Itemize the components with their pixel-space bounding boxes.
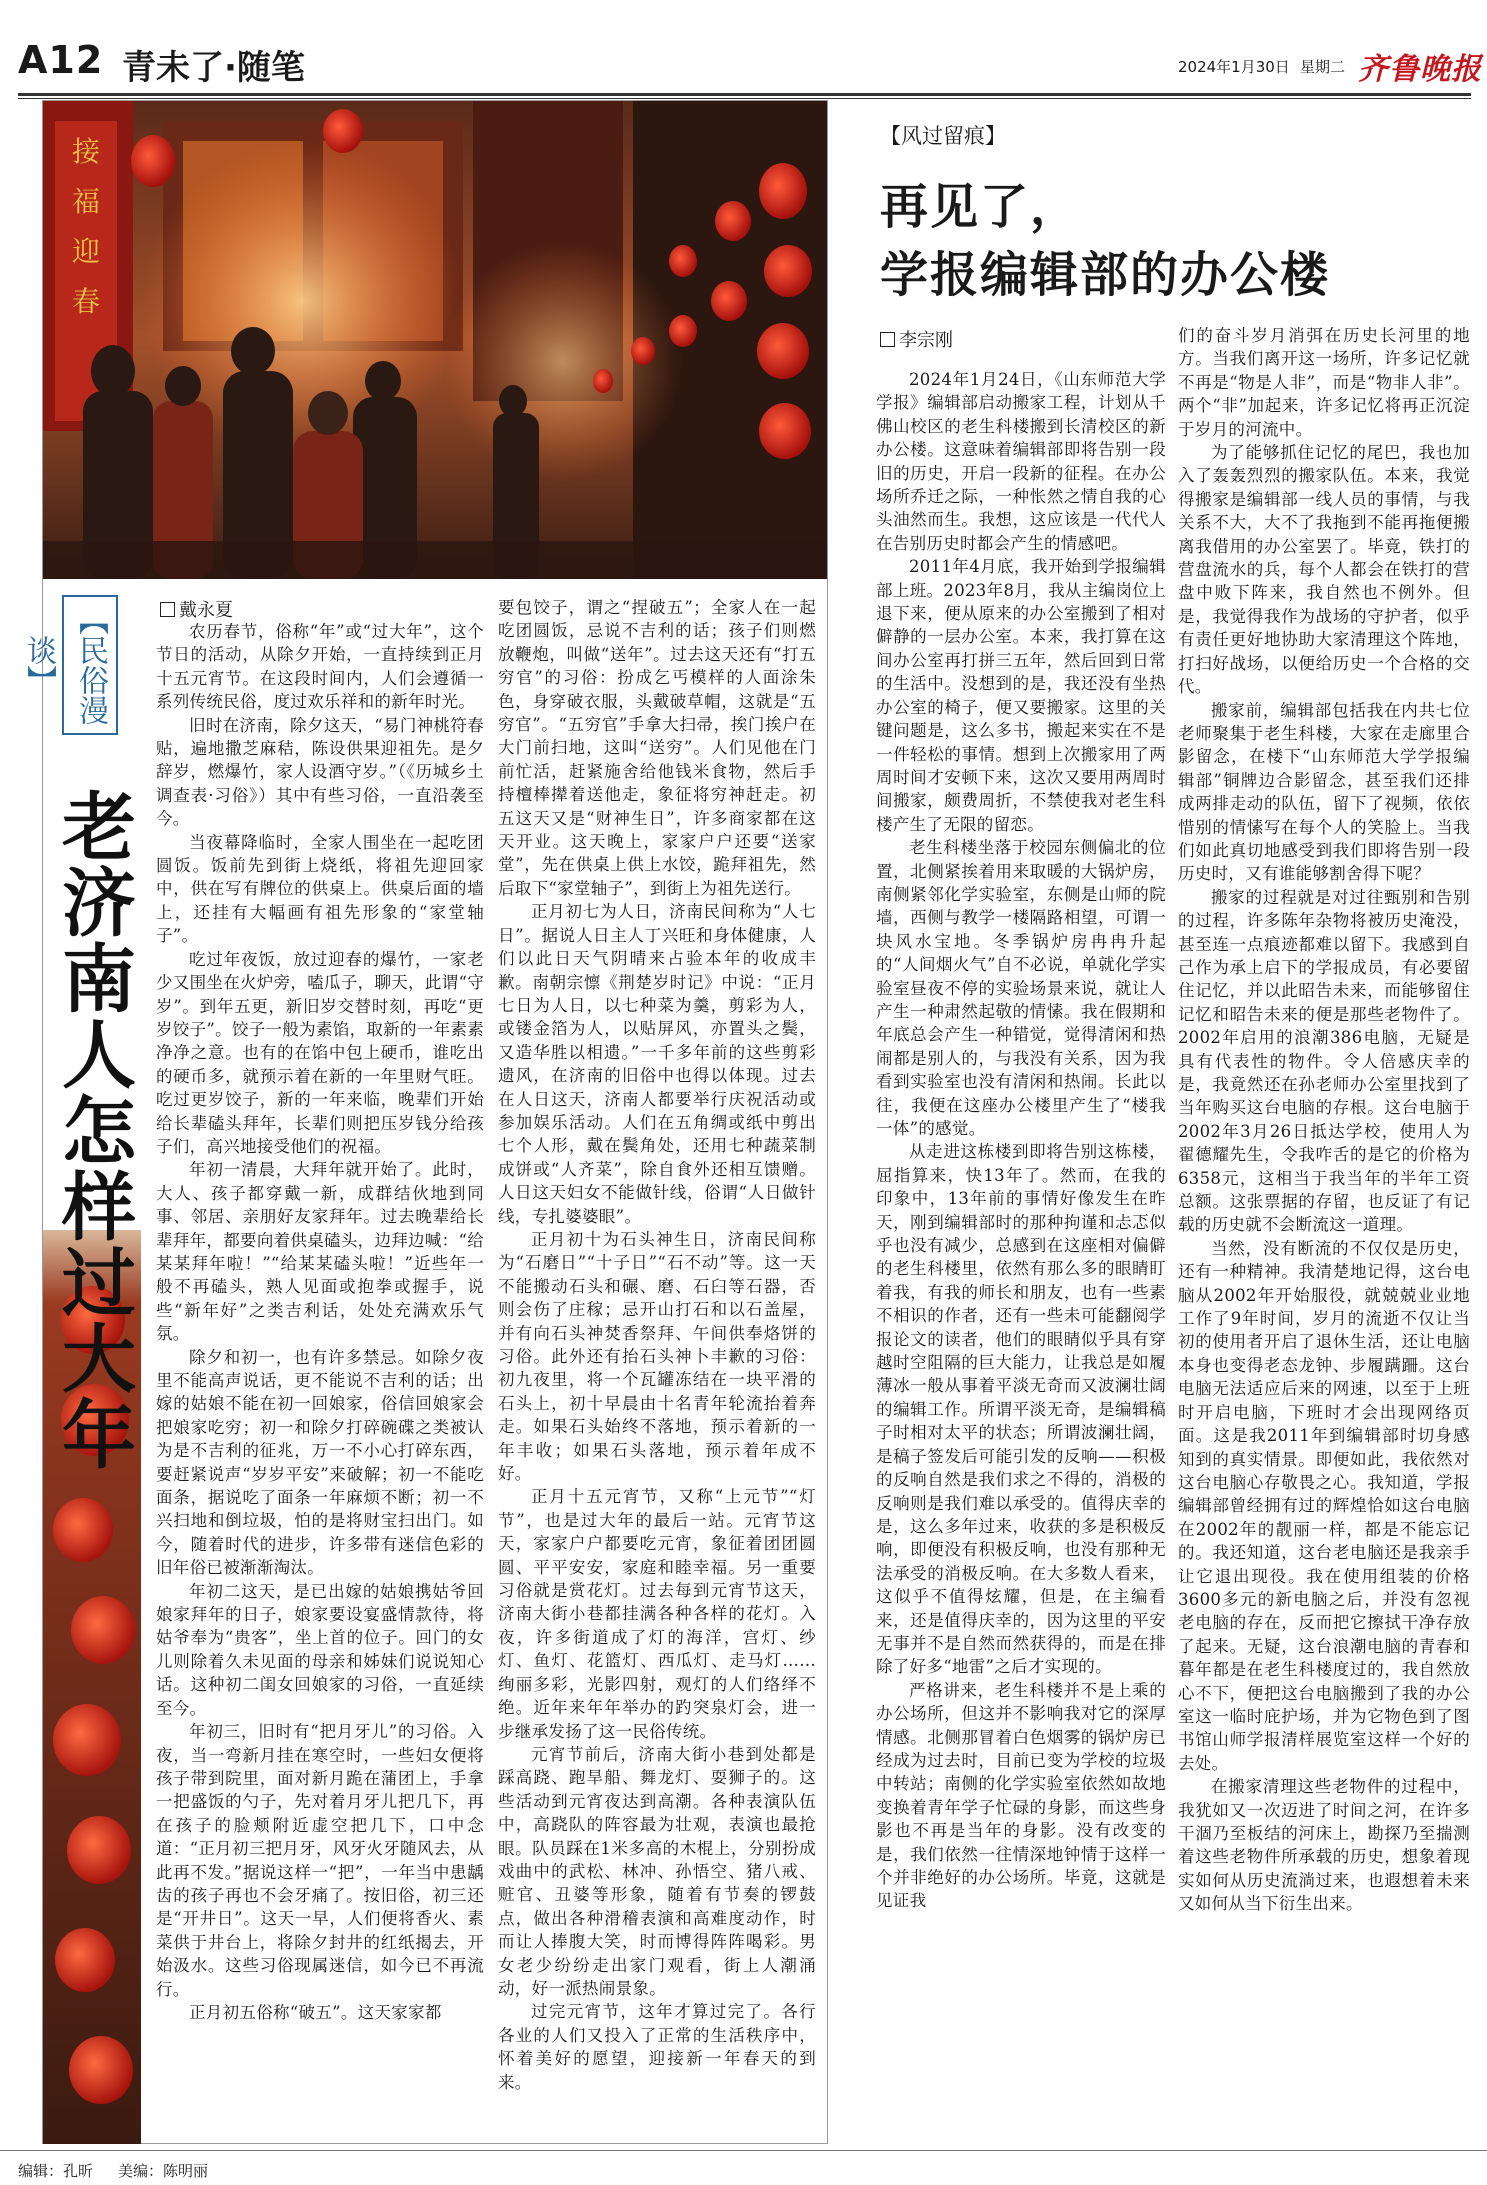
paragraph: 年初三，旧时有“把月牙儿”的习俗。入夜，当一弯新月挂在寒空时，一些妇女便将孩子带到院里，面对新月跪在蒲团上，手拿一把盛饭的勺子，先对着月牙儿把几下，再在孩子的脸颊附近虚空把几下，口中念道：“正月初三把月牙，风牙火牙随风去，从此再不发。”据说这样一“把”，一年当中患龋齿的孩子再也不会牙痛了。按旧俗，初三还是“开井日”。这天一早，人们便将香火、素菜供于井台上，将除夕封井的红纸揭去，开始汲水。这些习俗现属迷信，如今已不再流行。 [156,1722,484,1999]
header-rule [18,93,1471,96]
footer-rule [0,2150,1487,2151]
paragraph: 年初一清晨，大拜年就开始了。此时，大人、孩子都穿戴一新，成群结伙地到同事、邻居、亲朋好友家拜年。过去晚辈给长辈拜年，都要向着供桌磕头，边拜边喊：“给某某拜年啦！”“给某某磕头啦！”近些年一般不再磕头，熟人见面或抱拳或握手，说些“新年好”之类吉利话，处处充满欢乐气氛。 [156,1160,484,1344]
paragraph: 2024年1月24日，《山东师范大学学报》编辑部启动搬家工程，计划从千佛山校区的老生科楼搬到长清校区的新办公楼。这意味着编辑部即将告别一段旧的历史，开启一段新的征程。在办公场所乔迁之际，一种怅然之情自我的心头油然而生。我想，这应该是一代代人在告别历史时都会产生的情感吧。 [876,370,1166,553]
right-article-title-line-2: 学报编辑部的办公楼 [880,247,1331,303]
right-byline: 李宗刚 [880,326,953,352]
svg-text:接: 接 [71,135,101,168]
issue-weekday: 星期二 [1300,58,1346,76]
left-article-column-2 [498,596,816,2140]
paragraph: 当然，没有断流的不仅仅是历史，还有一种精神。我清楚地记得，这台电脑从2002年开始服役，就兢兢业业地工作了9年时间，岁月的流逝不仅让当初的使用者开启了退休生活，还让电脑本身也变得老态龙钟、步履蹒跚。这台电脑无法适应后来的网速，以至于上班时开启电脑，下班时才会出现网络页面。这是我2011年到编辑部时切身感知到的真实情景。即便如此，我依然对这台电脑心存敬畏之心。我知道，学报编辑部曾经拥有过的辉煌恰如这台电脑在2002年的靓丽一样，都是不能忘记的。我还知道，这台老电脑还是我亲手让它退出现役。我在使用组装的价格3600多元的新电脑之后，并没有忽视老电脑的存在，反而把它擦拭干净存放了起来。无疑，这台浪潮电脑的青春和暮年都是在老生科楼度过的，我自然放心不下，便把这台电脑搬到了我的办公室这一临时庇护场，并为它物色到了图书馆山师学报清样展览室这样一个好的去处。 [1178,1238,1470,1773]
footer-art-editor: 美编：陈明丽 [118,2162,209,2180]
paragraph: 过完元宵节，这年才算过完了。各行各业的人们又投入了正常的生活秩序中，怀着美好的愿望，迎接新一年春天的到来。 [498,2002,816,2092]
paragraph: 正月初十为石头神生日，济南民间称为“石磨日”“十子日”“石不动”等。这一天不能搬动石头和碾、磨、石臼等石器，否则会伤了庄稼；忌开山打石和以石盖屋，并有向石头神焚香祭拜、午间供奉烙饼的习俗。此外还有抬石头神卜丰歉的习俗：初九夜里，将一个瓦罐冻结在一块平滑的石头上，初十早晨由十名青年轮流抬着奔走。如果石头始终不落地，预示着新的一年丰收；如果石头落地，预示着年成不好。 [498,1229,816,1484]
right-article-title-line-1: 再见了， [880,179,1081,235]
right-article-column-2 [1178,324,1470,2144]
svg-text:春: 春 [71,285,101,318]
left-article-column-1 [156,620,484,2140]
page-number: A12 [18,38,104,82]
paragraph: 们的奋斗岁月消弭在历史长河里的地方。当我们离开这一场所，许多记忆就不再是“物是人非”，而是“物非人非”。两个“非”加起来，许多记忆将再正沉淀于岁月的河流中。 [1178,326,1470,439]
paragraph: 正月初七为人日，济南民间称为“人七日”。据说人日主人丁兴旺和身体健康，人们以此日天气阴晴来占验本年的收成丰歉。南朝宗懔《荆楚岁时记》中说：“正月七日为人日，以七种菜为羹，剪彩为人，或镂金箔为人，以贴屏风，亦置头之鬓，又造华胜以相遗。”一千多年前的这些剪彩遗风，在济南的旧俗中也得以体现。过去在人日这天，济南人都要举行庆祝活动或参加娱乐活动。人们在五角绸或纸中剪出七个人形，戴在鬓角处，还用七种蔬菜制成饼或“人齐菜”，除自食外还相互馈赠。人日这天妇女不能做针线，俗谓“人日做针线，专扎婆婆眼”。 [498,902,816,1226]
paragraph: 在搬家清理这些老物件的过程中，我犹如又一次迈进了时间之河，在许多干涸乃至板结的河床上，勘探乃至揣测着这些老物件所承载的历史，想象着现实如何从历史流淌过来，也遐想着未来又如何从当下衍生出来。 [1178,1777,1470,1914]
paragraph: 旧时在济南，除夕这天，“易门神桃符春贴，遍地撒芝麻秸，陈设供果迎祖先。是夕辞岁，燃爆竹，家人设酒守岁。”（《历城乡土调查表·习俗》）其中有些习俗，一直沿袭至今。 [156,715,484,829]
paragraph: 元宵节前后，济南大街小巷到处都是踩高跷、跑旱船、舞龙灯、耍狮子的。这些活动到元宵夜达到高潮。各种表演队伍中，高跷队的阵容最为壮观，表演也最抢眼。队员踩在1米多高的木棍上，分别扮成戏曲中的武松、林冲、孙悟空、猪八戒、赃官、丑婆等形象，随着有节奏的锣鼓点，做出各种滑稽表演和高难度动作，时而让人捧腹大笑，时而博得阵阵喝彩。男女老少纷纷走出家门观看，街上人潮涌动，好一派热闹景象。 [498,1744,816,1998]
paragraph: 除夕和初一，也有许多禁忌。如除夕夜里不能高声说话，更不能说不吉利的话；出嫁的姑娘不能在初一回娘家，俗信回娘家会把娘家吃穷；初一和除夕打碎碗碟之类被认为是不吉利的征兆，万一不小心打碎东西，要赶紧说声“岁岁平安”来破解；初一不能吃面条，据说吃了面条一年麻烦不断；初一不兴扫地和倒垃圾，怕的是将财宝扫出门。如今，随着时代的进步，许多带有迷信色彩的旧年俗已被渐渐淘汰。 [156,1347,484,1578]
right-article-column-1 [876,368,1166,2144]
paragraph: 为了能够抓住记忆的尾巴，我也加入了轰轰烈烈的搬家队伍。本来，我觉得搬家是编辑部一线人员的事情，与我关系不大，大不了我拖到不能再拖便搬离我借用的办公室罢了。毕竟，铁打的营盘流水的兵，每个人都会在铁打的营盘中败下阵来，我自然也不例外。但是，我觉得我作为战场的守护者，似乎有责任更好地协助大家清理这个阵地，打扫好战场，以便给历史一个合格的交代。 [1178,443,1470,697]
paragraph: 从走进这栋楼到即将告别这栋楼，屈指算来，快13年了。然而，在我的印象中，13年前的事情好像发生在昨天，刚到编辑部时的那种拘谨和忐忑似乎也没有减少，总感到在这座相对偏僻的老生科楼里，依然有那么多的眼睛盯着我，有我的师长和朋友，也有一些素不相识的作者，还有一些未可能翻阅学报论文的读者，他们的眼睛似乎具有穿越时空阻隔的巨大能力，让我总是如履薄冰一般从事着平淡无奇而又波澜壮阔的编辑工作。所谓平淡无奇，是编辑稿子时相对太平的状态；所谓波澜壮阔，是稿子签发后可能引发的反响——积极的反响自然是我们求之不得的，消极的反响则是我们难以承受的。值得庆幸的是，这么多年过来，收获的多是积极反响，即便没有积极反响，也没有那种无法承受的消极反响。在大多数人看来，这似乎不值得炫耀，但是，在主编看来，还是值得庆幸的，因为这里的平安无事并不是自然而然获得的，而是在排除了好多“地雷”之后才实现的。 [876,1142,1166,1677]
svg-text:迎: 迎 [71,235,101,268]
column-tag: 【民俗漫谈】 [62,595,118,735]
paragraph: 老生科楼坐落于校园东侧偏北的位置，北侧紧挨着用来取暖的大锅炉房，南侧紧邻化学实验室，东侧是山师的院墙，西侧与教学一楼隔路相望，可谓一块风水宝地。冬季锅炉房冉冉升起的“人间烟火气”自不必说，单就化学实验室昼夜不停的实验场景来说，就让人产生一种肃然起敬的情愫。我在假期和年底总会产生一种错觉，觉得清闲和热闹都是别人的，与我没有关系，因为我看到实验室也没有清闲和热闹。长此以往，我便在这座办公楼里产生了“楼我一体”的感觉。 [876,838,1166,1138]
left-byline: 戴永夏 [160,596,233,622]
paragraph: 搬家的过程就是对过往甄别和告别的过程，许多陈年杂物将被历史淹没，甚至连一点痕迹都难以留下。我感到自己作为承上启下的学报成员，有必要留住记忆，并以此昭告未来，而能够留住记忆和昭告未来的便是那些老物件了。2002年启用的浪潮386电脑，无疑是具有代表性的物件。令人倍感庆幸的是，我竟然还在孙老师办公室里找到了当年购买这台电脑的存根。这台电脑于2002年3月26日抵达学校，使用人为翟德耀先生，令我咋舌的是它的价格为6358元，这相当于我当年的半年工资总额。这张票据的存留，也反证了有记载的历史就不会断流这一道理。 [1178,887,1470,1235]
paragraph: 搬家前，编辑部包括我在内共七位老师聚集于老生科楼，大家在走廊里合影留念，在楼下“山东师范大学学报编辑部”铜牌边合影留念，甚至我们还排成两排走动的队伍，留下了视频，依依惜别的情愫写在每个人的笑脸上。当我们如此真切地感受到我们即将告别一段历史时，又有谁能够割舍得下呢？ [1178,700,1470,884]
paragraph: 吃过年夜饭，放过迎春的爆竹，一家老少又围坐在火炉旁，嗑瓜子，聊天，此谓“守岁”。到年五更，新旧岁交替时刻，再吃“更岁饺子”。饺子一般为素馅，取新的一年素素净净之意。也有的在馅中包上硬币，谁吃出的硬币多，就预示着在新的一年里财气旺。吃过更岁饺子，新的一年来临，晚辈们开始给长辈磕头拜年，长辈们则把压岁钱分给孩子们，高兴地接受他们的祝福。 [156,949,484,1156]
paragraph: 年初二这天，是已出嫁的姑娘携姑爷回娘家拜年的日子，娘家要设宴盛情款待，将姑爷奉为“贵客”，坐上首的位子。回门的女儿则除着久未见面的母亲和姊妹们说说知心话。这种初二闺女回娘家的习俗，一直延续至今。 [156,1581,484,1718]
newspaper-logo: 齐鲁晚报 [1358,52,1482,87]
paragraph: 正月初五俗称“破五”。这天家家都 [189,2002,442,2022]
footer-editor: 编辑：孔昕 [18,2162,94,2180]
right-column-tag: 【风过留痕】 [880,124,1006,148]
paragraph: 当夜幕降临时，全家人围坐在一起吃团圆饭。饭前先到街上烧纸，将祖先迎回家中，供在写有牌位的供桌上。供桌后面的墙上，还挂有大幅画有祖先形象的“家堂轴子”。 [156,832,484,946]
paragraph: 正月十五元宵节，又称“上元节”“灯节”，也是过大年的最后一站。元宵节这天，家家户户都要吃元宵，象征着团团圆圆、平平安安，家庭和睦幸福。另一重要习俗就是赏花灯。过去每到元宵节这天，济南大街小巷都挂满各种各样的花灯。入夜，许多街道成了灯的海洋，宫灯、纱灯、鱼灯、花篮灯、西瓜灯、走马灯……绚丽多彩，光影四射，观灯的人们络绎不绝。近年来年年举办的趵突泉灯会，进一步继承发扬了这一民俗传统。 [498,1487,816,1741]
section-title: 青未了·随笔 [122,48,305,88]
svg-text:福: 福 [71,185,101,218]
issue-date: 2024年1月30日 [1178,58,1290,76]
paragraph: 农历春节，俗称“年”或“过大年”，这个节日的活动，从除夕开始，一直持续到正月十五元宵节。在这段时间内，人们会遵循一系列传统民俗，度过欢乐祥和的新年时光。 [156,622,484,712]
paragraph: 要包饺子，谓之“捏破五”；全家人在一起吃团圆饭，忌说不吉利的话；孩子们则燃放鞭炮，叫做“送年”。过去这天还有“打五穷官”的习俗：扮成乞丐模样的人面涂朱色，身穿破衣服，头戴破草帽，这就是“五穷官”。“五穷官”手拿大扫帚，挨门挨户在大门前扫地，这叫“送穷”。人们见他在门前忙活，赶紧施舍给他钱米食物，然后手持檀棒撵着送他走，象征将穷神赶走。初五这天又是“财神生日”，许多商家都在这天开业。这天晚上，家家户户还要“送家堂”，先在供桌上供上水饺，跪拜祖先，然后取下“家堂轴子”，到街上为祖先送行。 [498,598,816,898]
header-rule-thin [18,98,1471,99]
paragraph: 严格讲来，老生科楼并不是上乘的办公场所，但这并不影响我对它的深厚情感。北侧那冒着白色烟雾的锅炉房已经成为过去时，目前已变为学校的垃圾中转站；南侧的化学实验室依然如故地变换着青年学子忙碌的身影，而这些身影也不再是当年的身影。没有改变的是，我们依然一往情深地钟情于这样一个并非绝好的办公场所。毕竟，这就是见证我 [876,1680,1166,1911]
left-article-title: 老济南人怎样过大年 [50,788,136,1472]
hero-photo-spring-festival-street [43,101,827,579]
paragraph: 2011年4月底，我开始到学报编辑部上班。2023年8月，我从主编岗位上退下来，便从原来的办公室搬到了相对僻静的一层办公室。本来，我打算在这间办公室再打拼三五年，然后回到日常的生活中。没想到的是，我还没有坐热办公室的椅子，便又要搬家。这里的关键问题是，这么多书，搬起来实在不是一件轻松的事情。想到上次搬家用了两周时间才安顿下来，这次又要用两周时间搬家，颇费周折，不禁使我对老生科楼产生了无限的留恋。 [876,557,1166,834]
